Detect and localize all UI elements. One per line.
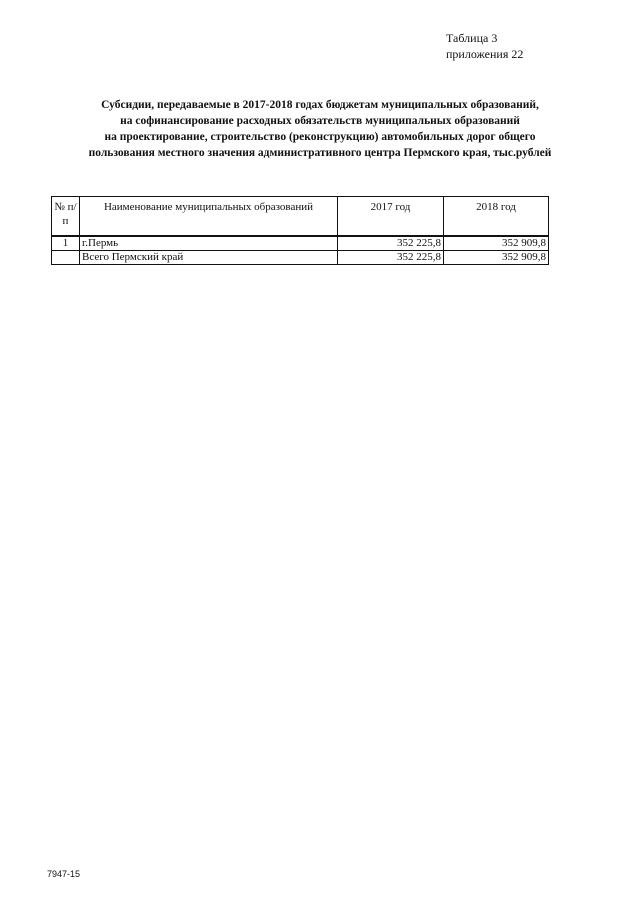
document-code: 7947-15 [47,869,81,879]
document-title [30,97,610,161]
title-line-3: на проектирование, строительство (реконструкцию) автомобильных дорог общего [104,131,536,143]
total-value-2018: 352 909,8 [444,251,549,265]
row-value-2017: 352 225,8 [338,236,444,251]
title-line-4: пользования местного значения административного центра Пермского края, тыс.рублей [88,147,552,159]
table-reference [446,30,523,62]
header-2018: 2018 год [444,197,549,237]
table-row [52,236,549,251]
header-number: № п/п [52,197,80,237]
table-number: Таблица 3 [446,31,498,45]
total-number [52,251,80,265]
subsidy-table [51,196,549,265]
header-2017: 2017 год [338,197,444,237]
total-label: Всего Пермский край [80,251,338,265]
appendix-number: приложения 22 [446,47,524,61]
table-header-row [52,197,549,237]
title-line-2: на софинансирование расходных обязательств муниципальных образований [120,115,520,127]
row-municipality: г.Пермь [80,236,338,251]
row-number: 1 [52,236,80,251]
row-value-2018: 352 909,8 [444,236,549,251]
title-line-1: Субсидии, передаваемые в 2017-2018 годах бюджетам муниципальных образований, [101,99,539,111]
header-municipality: Наименование муниципальных образований [80,197,338,237]
table-total-row [52,251,549,265]
total-value-2017: 352 225,8 [338,251,444,265]
